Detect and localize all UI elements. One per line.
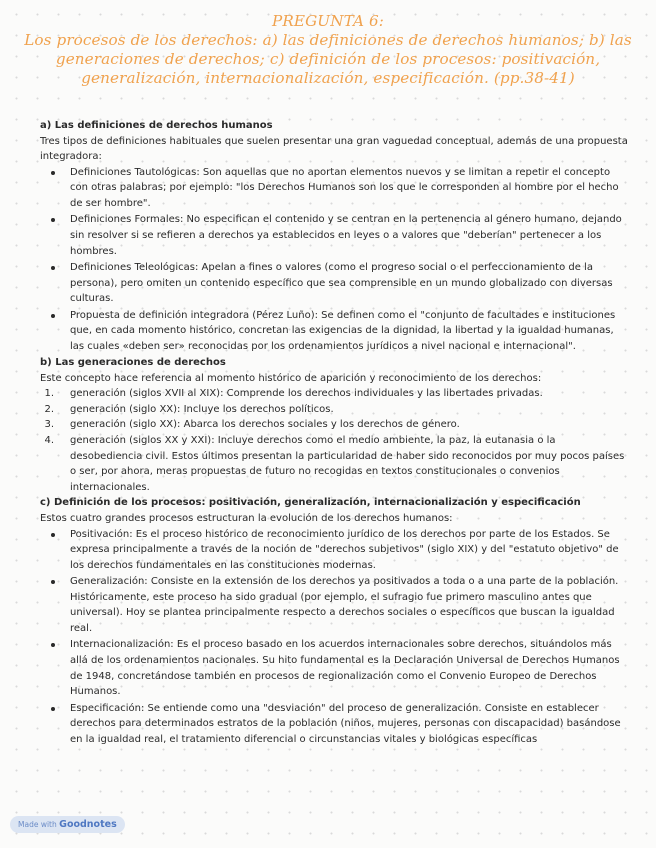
list-item: Generalización: Consiste en la extensión de los derechos ya positivados a toda o a una parte de la población. Históricamente, este proceso ha sido gradual (por ejemplo, el sufragio fue primero masculino antes que universal). Hoy se plantea principalmente respecto a derechos sociales o específicos que buscan la igualdad real. [40, 574, 628, 636]
made-with-label: Made with [18, 820, 57, 829]
item-number: 4. [44, 435, 54, 447]
item-text: generación (siglos XX y XXI): Incluye derechos como el medio ambiente, la paz, la eutanasia o la desobediencia civil. Estos últimos presentan la particularidad de haber sido reconocidos por muy pocos países o ser, por ahora, meras propuestas de futuro no recogidas en textos constitucionales o convenios internacionales. [70, 435, 625, 493]
section-a-intro: Tres tipos de definiciones habituales que suelen presentar una gran vaguedad conceptual, además de una propuesta integradora: [40, 135, 628, 163]
item-number: 1. [44, 388, 54, 400]
goodnotes-badge [10, 816, 125, 833]
section-c-list [40, 527, 628, 748]
list-item [40, 402, 628, 418]
question-subtitle: Los procesos de los derechos: a) las definiciones de derechos humanos; b) las generaciones de derechos; c) definición de los procesos: positivación, generalización, internacionalización, especificación. (pp.38-41) [24, 31, 632, 87]
list-item: Especificación: Se entiende como una "desviación" del proceso de generalización. Consiste en establecer derechos para determinados estratos de la población (niños, mujeres, personas con discapacidad) basándose en la igualdad real, el tratamiento diferencial o circunstancias vitales y biológicas específicas [40, 701, 628, 748]
list-item [40, 417, 628, 433]
item-number: 2. [44, 403, 54, 415]
list-item: Propuesta de definición integradora (Pérez Luño): Se definen como el "conjunto de facultades e instituciones que, en cada momento histórico, concretan las exigencias de la dignidad, la libertad y la igualdad humanas, las cuales «deben ser» reconocidas por los ordenamientos jurídicos a nivel nacional e internacional". [40, 308, 628, 355]
list-item [40, 433, 628, 495]
section-b-intro: Este concepto hace referencia al momento histórico de aparición y reconocimiento de los derechos: [40, 372, 542, 384]
list-item: Positivación: Es el proceso histórico de reconocimiento jurídico de los derechos por parte de los Estados. Se expresa principalmente a través de la noción de "derechos subjetivos" (siglo XIX) y del "estatuto objetivo" de los derechos fundamentales en las constituciones modernas. [40, 527, 628, 574]
list-item: Internacionalización: Es el proceso basado en los acuerdos internacionales sobre derechos, situándolos más allá de los ordenamientos nacionales. Su hito fundamental es la Declaración Universal de Derechos Humanos de 1948, concretándose también en procesos de regionalización como el Convenio Europeo de Derechos Humanos. [40, 637, 628, 699]
item-text: generación (siglo XX): Incluye los derechos políticos. [70, 403, 334, 415]
section-a-list [40, 165, 628, 355]
item-number: 3. [44, 419, 54, 431]
list-item: Definiciones Tautológicas: Son aquellas que no aportan elementos nuevos y se limitan a repetir el concepto con otras palabras; por ejemplo: "los Derechos Humanos son los que le corresponden al hombre por el hecho de ser hombre". [40, 165, 628, 212]
section-a-heading: a) Las definiciones de derechos humanos [40, 120, 273, 131]
document-body [40, 118, 628, 748]
item-text: generación (siglos XVII al XIX): Comprende los derechos individuales y las libertades privadas. [70, 388, 543, 400]
section-c-intro: Estos cuatro grandes procesos estructuran la evolución de los derechos humanos: [40, 513, 453, 525]
goodnotes-logo-text: Goodnotes [59, 819, 117, 830]
page-title [24, 12, 632, 88]
list-item: Definiciones Formales: No especifican el contenido y se centran en la pertenencia al género humano, dejando sin resolver si se refieren a derechos ya establecidos en leyes o a valores que "deberían" pertenecer a los hombres. [40, 212, 628, 259]
section-b-list [40, 386, 628, 495]
item-text: generación (siglo XX): Abarca los derechos sociales y los derechos de género. [70, 419, 460, 431]
list-item: Definiciones Teleológicas: Apelan a fines o valores (como el progreso social o el perfeccionamiento de la persona), pero omiten un contenido específico que sea comprensible en un mundo globalizado con diversas culturas. [40, 260, 628, 307]
section-b-heading: b) Las generaciones de derechos [40, 357, 226, 369]
question-heading: PREGUNTA 6: [272, 12, 384, 30]
list-item [40, 386, 628, 402]
section-c-heading: c) Definición de los procesos: positivación, generalización, internacionalización y especificación [40, 497, 581, 509]
